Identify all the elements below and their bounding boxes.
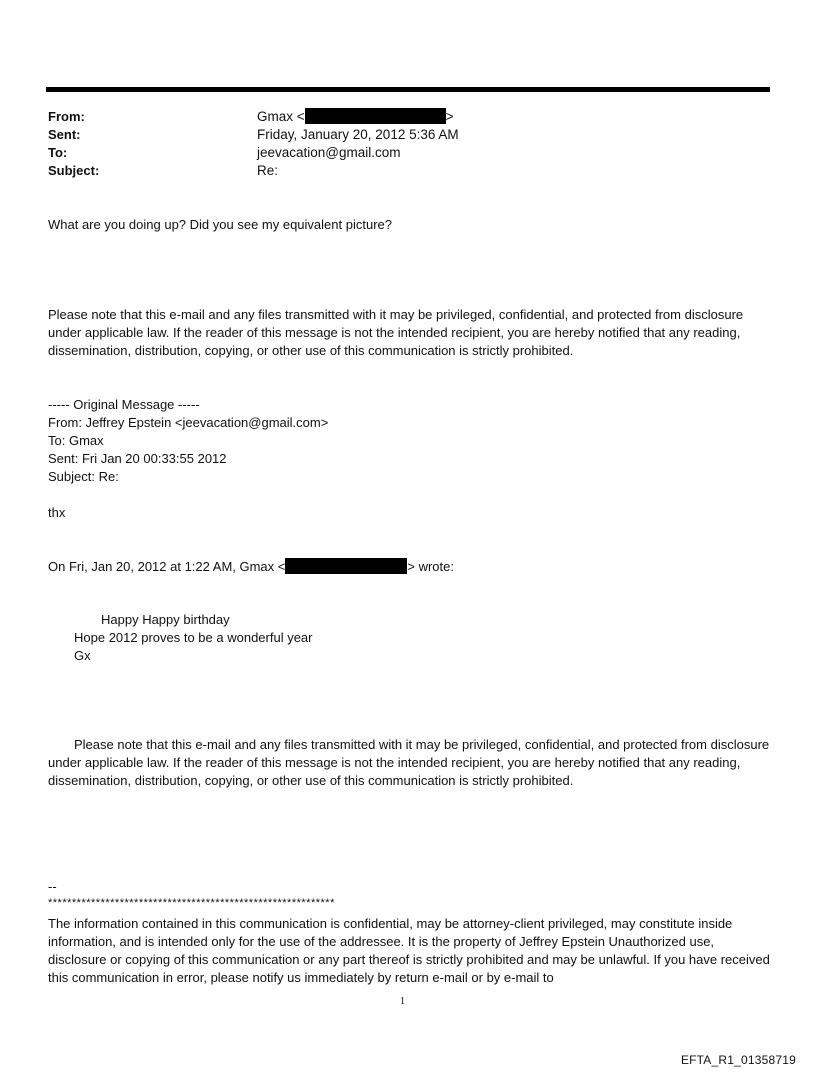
quote-line: Hope 2012 proves to be a wonderful year <box>74 630 313 645</box>
quote-intro <box>48 558 454 576</box>
quote-line: Gx <box>74 648 91 663</box>
quoted-disclaimer-text: Please note that this e-mail and any files transmitted with it may be privileged, confidential, and protected from disclosure under applicable law. If the reader of this message is not the intended recipient, you are hereby notified that any reading, dissemination, distribution, copying, or other use of this communication is strictly prohibited. <box>48 737 770 788</box>
original-from: From: Jeffrey Epstein <jeevacation@gmail.com> <box>48 415 329 430</box>
original-to: To: Gmax <box>48 433 104 448</box>
disclaimer-text: Please note that this e-mail and any files transmitted with it may be privileged, confidential, and protected from disclosure under applicable law. If the reader of this message is not the intended recipient, you are hereby notified that any reading, dissemination, distribution, copying, or other use of this communication is strictly prohibited. <box>48 307 744 358</box>
from-label: From: <box>48 109 85 124</box>
sent-value: Friday, January 20, 2012 5:36 AM <box>257 127 459 142</box>
message-text: What are you doing up? Did you see my equivalent picture? <box>48 217 392 232</box>
quote-intro-post: > wrote: <box>407 559 454 574</box>
signature-dash: -- <box>48 879 57 894</box>
page-number: 1 <box>400 996 405 1007</box>
subject-label: Subject: <box>48 163 100 178</box>
from-value <box>257 108 454 126</box>
quote-line: Happy Happy birthday <box>101 612 230 627</box>
from-name: Gmax < <box>257 109 305 124</box>
original-reply: thx <box>48 505 66 520</box>
original-message-divider: ----- Original Message ----- <box>48 397 200 412</box>
original-sent: Sent: Fri Jan 20 00:33:55 2012 <box>48 451 227 466</box>
signature-stars: ************************************************************ <box>48 897 335 909</box>
document-id: EFTA_R1_01358719 <box>680 1053 796 1067</box>
original-subject: Subject: Re: <box>48 469 119 484</box>
redaction-box <box>305 108 446 124</box>
sent-label: Sent: <box>48 127 81 142</box>
redaction-box <box>285 558 407 574</box>
header-rule <box>46 87 770 92</box>
to-label: To: <box>48 145 68 160</box>
to-value: jeevacation@gmail.com <box>257 145 401 160</box>
from-close: > <box>445 109 454 124</box>
confidentiality-text: The information contained in this communication is confidential, may be attorney-client privileged, may constitute inside information, and is intended only for the use of the addressee. It is the property of Jeffrey Epstein Unauthorized use, disclosure or copying of this communication or any part thereof is strictly prohibited and may be unlawful. If you have received this communication in error, please notify us immediately by return e-mail or by e-mail to <box>48 916 770 985</box>
quote-intro-pre: On Fri, Jan 20, 2012 at 1:22 AM, Gmax < <box>48 559 286 574</box>
subject-value: Re: <box>257 163 279 178</box>
